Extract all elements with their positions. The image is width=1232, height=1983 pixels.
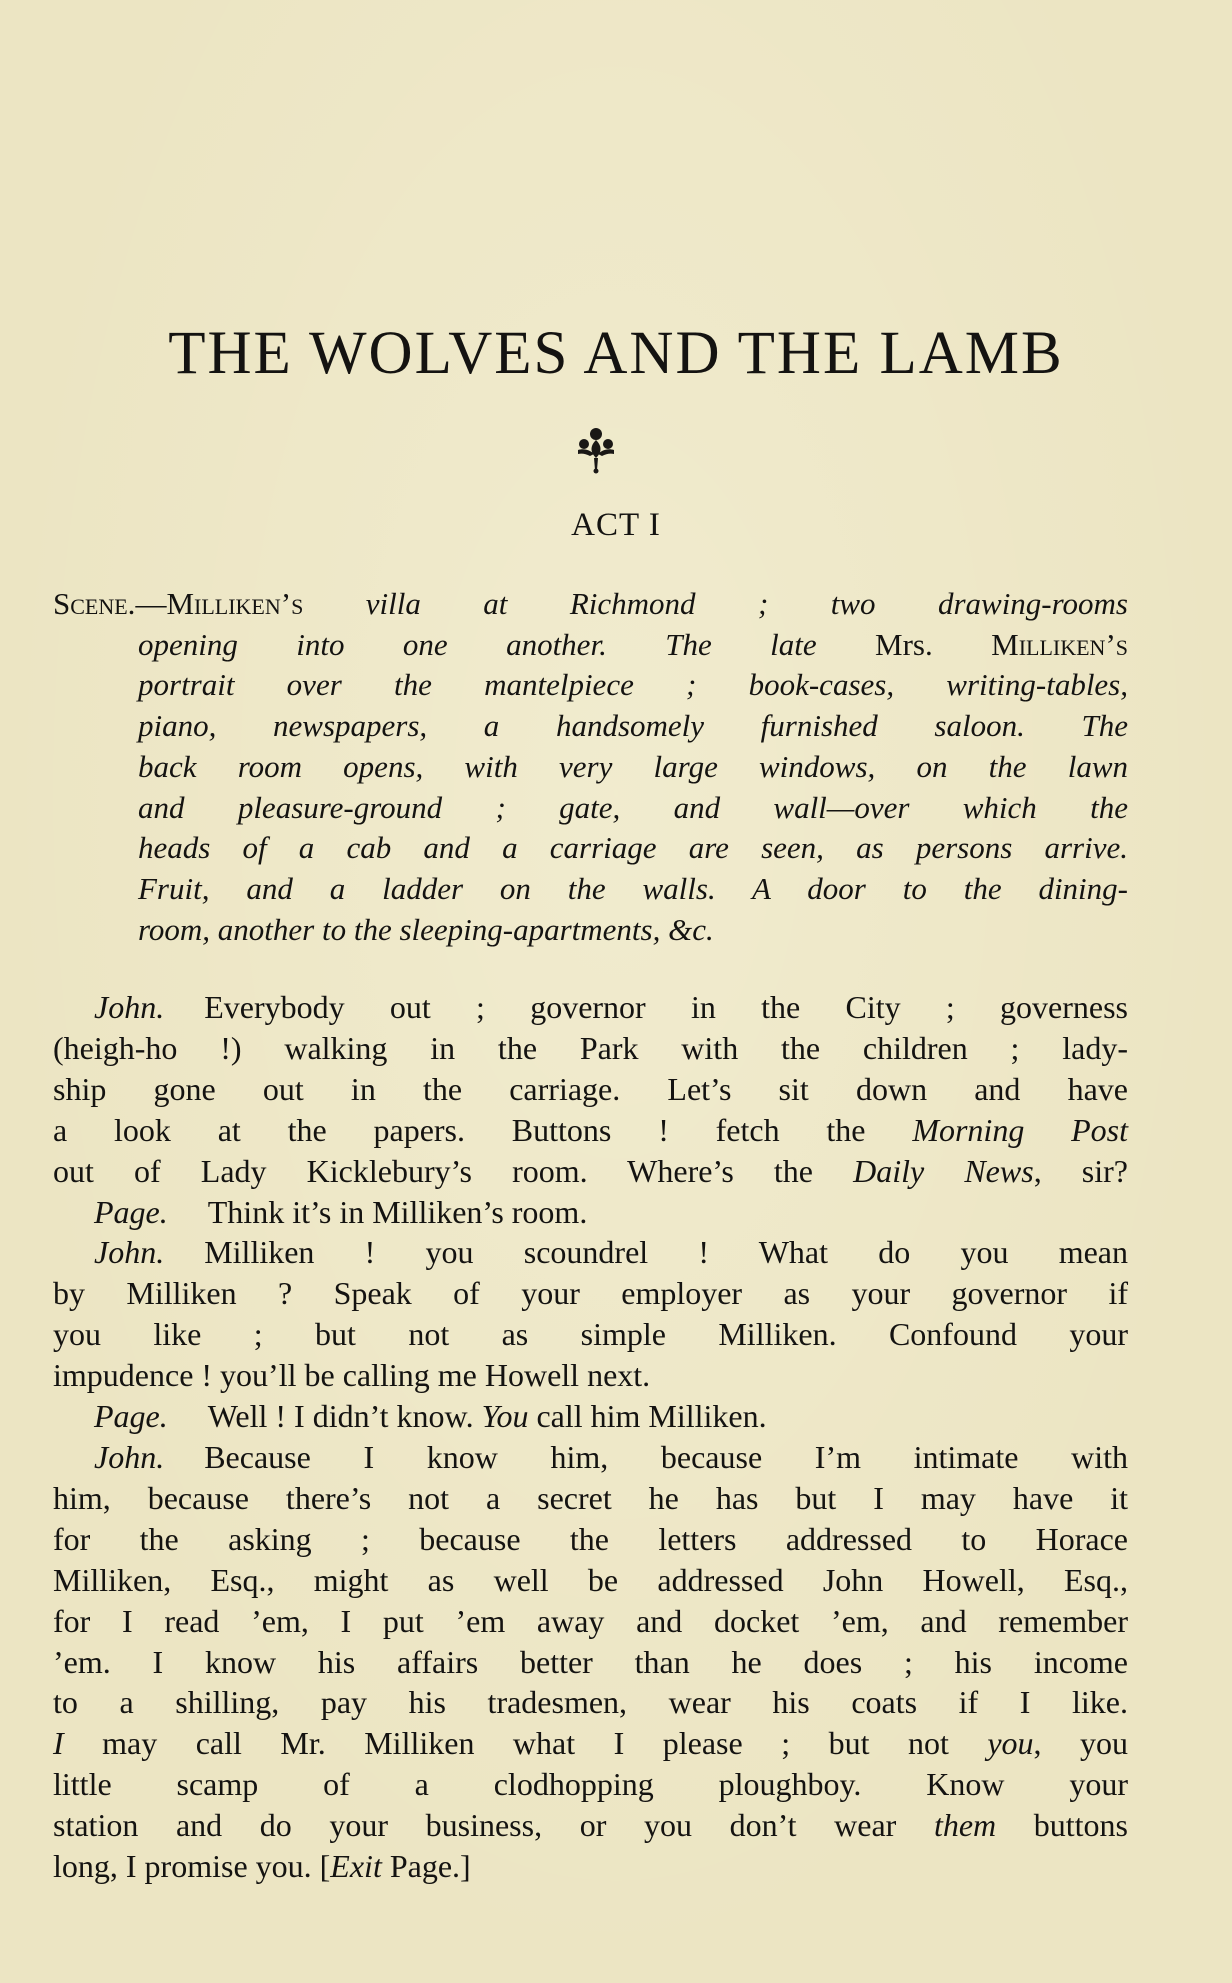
text-segment: long, I promise you. [ [53, 1848, 331, 1885]
play-title: THE WOLVES AND THE LAMB [168, 320, 1064, 387]
text-segment: , you [1033, 1725, 1128, 1762]
dialogue-line [53, 1028, 1128, 1069]
dialogue-line [53, 1151, 1128, 1192]
text-segment: — [135, 586, 167, 621]
dialogue-line [53, 1560, 1128, 1601]
text-segment: I [53, 1725, 64, 1762]
text-segment: may call Mr. Milliken what I please ; but not [63, 1725, 988, 1762]
act-heading: ACT I [571, 507, 661, 543]
text-segment: him, because there’s not a secret he has but I may have it [53, 1479, 1128, 1516]
text-segment: You [481, 1398, 529, 1435]
text-segment: piano, newspapers, a handsomely furnished saloon. The [138, 708, 1128, 744]
text-segment: opening into one another. The late [138, 626, 817, 662]
fleuron-ornament-icon [570, 422, 622, 474]
dialogue-line [53, 1069, 1128, 1110]
speaker-name: John. [94, 1234, 165, 1271]
text-segment: Because I know him, because I’m intimate with [204, 1438, 1128, 1475]
scene-description [53, 584, 1128, 950]
text-segment: by Milliken ? Speak of your employer as your governor if [53, 1275, 1128, 1312]
text-segment: Milliken ! you scoundrel ! What do you mean [204, 1234, 1128, 1271]
dialogue-line [53, 1682, 1128, 1723]
text-segment: you [987, 1725, 1034, 1762]
text-segment: you like ; but not as simple Milliken. Confound your [53, 1316, 1128, 1353]
text-segment: Morning Post [912, 1111, 1129, 1148]
text-segment: buttons [996, 1807, 1129, 1844]
text-segment: Mrs. [816, 626, 992, 662]
scene-line [53, 910, 1128, 951]
speaker-name: John. [94, 1438, 165, 1475]
text-segment [303, 586, 365, 621]
text-segment: to a shilling, pay his tradesmen, wear his coats if I like. [53, 1684, 1128, 1721]
text-segment: room, another to the sleeping-apartments, &c. [138, 911, 714, 947]
dialogue-line [53, 1396, 1128, 1437]
text-segment: Well ! I didn’t know. [207, 1398, 482, 1435]
scene-line [53, 828, 1128, 869]
text-segment: them [933, 1807, 997, 1844]
text-segment: for I read ’em, I put ’em away and docket ’em, and remember [53, 1602, 1128, 1639]
dialogue-line [53, 1192, 1128, 1233]
text-segment: for the asking ; because the letters addressed to Horace [53, 1520, 1128, 1557]
dialogue-line [53, 1273, 1128, 1314]
text-segment: , sir? [1033, 1152, 1129, 1189]
scene-line [53, 665, 1128, 706]
dialogue-line [53, 1355, 1128, 1396]
dialogue-block [53, 987, 1128, 1887]
text-segment: Milliken’s [991, 626, 1129, 662]
text-segment: Exit [330, 1848, 382, 1885]
dialogue-line [53, 1478, 1128, 1519]
dialogue-line [53, 1642, 1128, 1683]
text-segment: out of Lady Kicklebury’s room. Where’s the [53, 1152, 854, 1189]
speaker-name: Page. [94, 1193, 168, 1230]
dialogue-line [53, 987, 1128, 1028]
text-segment: ship gone out in the carriage. Let’s sit down and have [53, 1070, 1128, 1107]
text-segment: Daily News [853, 1152, 1034, 1189]
text-segment: Think it’s in Milliken’s room. [207, 1193, 588, 1230]
speaker-name: Page. [94, 1398, 168, 1435]
text-segment: impudence ! you’ll be calling me Howell next. [53, 1357, 651, 1394]
dialogue-line [53, 1805, 1128, 1846]
text-segment: Milliken, Esq., might as well be addressed John Howell, Esq., [53, 1561, 1128, 1598]
dialogue-line [53, 1232, 1128, 1273]
scene-line [53, 584, 1128, 625]
text-segment: ’em. I know his affairs better than he does ; his income [53, 1643, 1128, 1680]
text-segment: Milliken’s [166, 586, 304, 621]
dialogue-line [53, 1764, 1128, 1805]
text-segment: Page.] [381, 1848, 471, 1885]
text-segment: villa at Richmond ; two drawing-rooms [365, 586, 1128, 621]
dialogue-line [53, 1519, 1128, 1560]
text-segment: a look at the papers. Buttons ! fetch the [53, 1111, 913, 1148]
scene-line [53, 869, 1128, 910]
text-segment: heads of a cab and a carriage are seen, as persons arrive. [138, 830, 1128, 866]
dialogue-line [53, 1601, 1128, 1642]
text-segment: station and do your business, or you don’t wear [53, 1807, 934, 1844]
text-segment: portrait over the mantelpiece ; book-cases, writing-tables, [138, 667, 1128, 703]
text-segment: little scamp of a clodhopping ploughboy. Know your [53, 1766, 1128, 1803]
scene-line [53, 788, 1128, 829]
dialogue-line [53, 1110, 1128, 1151]
text-segment: Everybody out ; governor in the City ; governess [204, 989, 1128, 1025]
scene-line [53, 625, 1128, 666]
scene-line [53, 706, 1128, 747]
text-segment: call him Milliken. [528, 1398, 767, 1435]
text-segment: Scene. [53, 586, 136, 621]
dialogue-line [53, 1437, 1128, 1478]
text-segment: and pleasure-ground ; gate, and wall—over which the [138, 789, 1128, 825]
dialogue-line [53, 1723, 1128, 1764]
text-segment: back room opens, with very large windows, on the lawn [138, 748, 1128, 784]
text-segment: (heigh-ho !) walking in the Park with the children ; lady- [53, 1029, 1128, 1066]
scene-line [53, 747, 1128, 788]
dialogue-line [53, 1314, 1128, 1355]
speaker-name: John. [94, 989, 165, 1025]
text-segment: Fruit, and a ladder on the walls. A door to the dining- [138, 870, 1128, 906]
dialogue-line [53, 1846, 1128, 1887]
